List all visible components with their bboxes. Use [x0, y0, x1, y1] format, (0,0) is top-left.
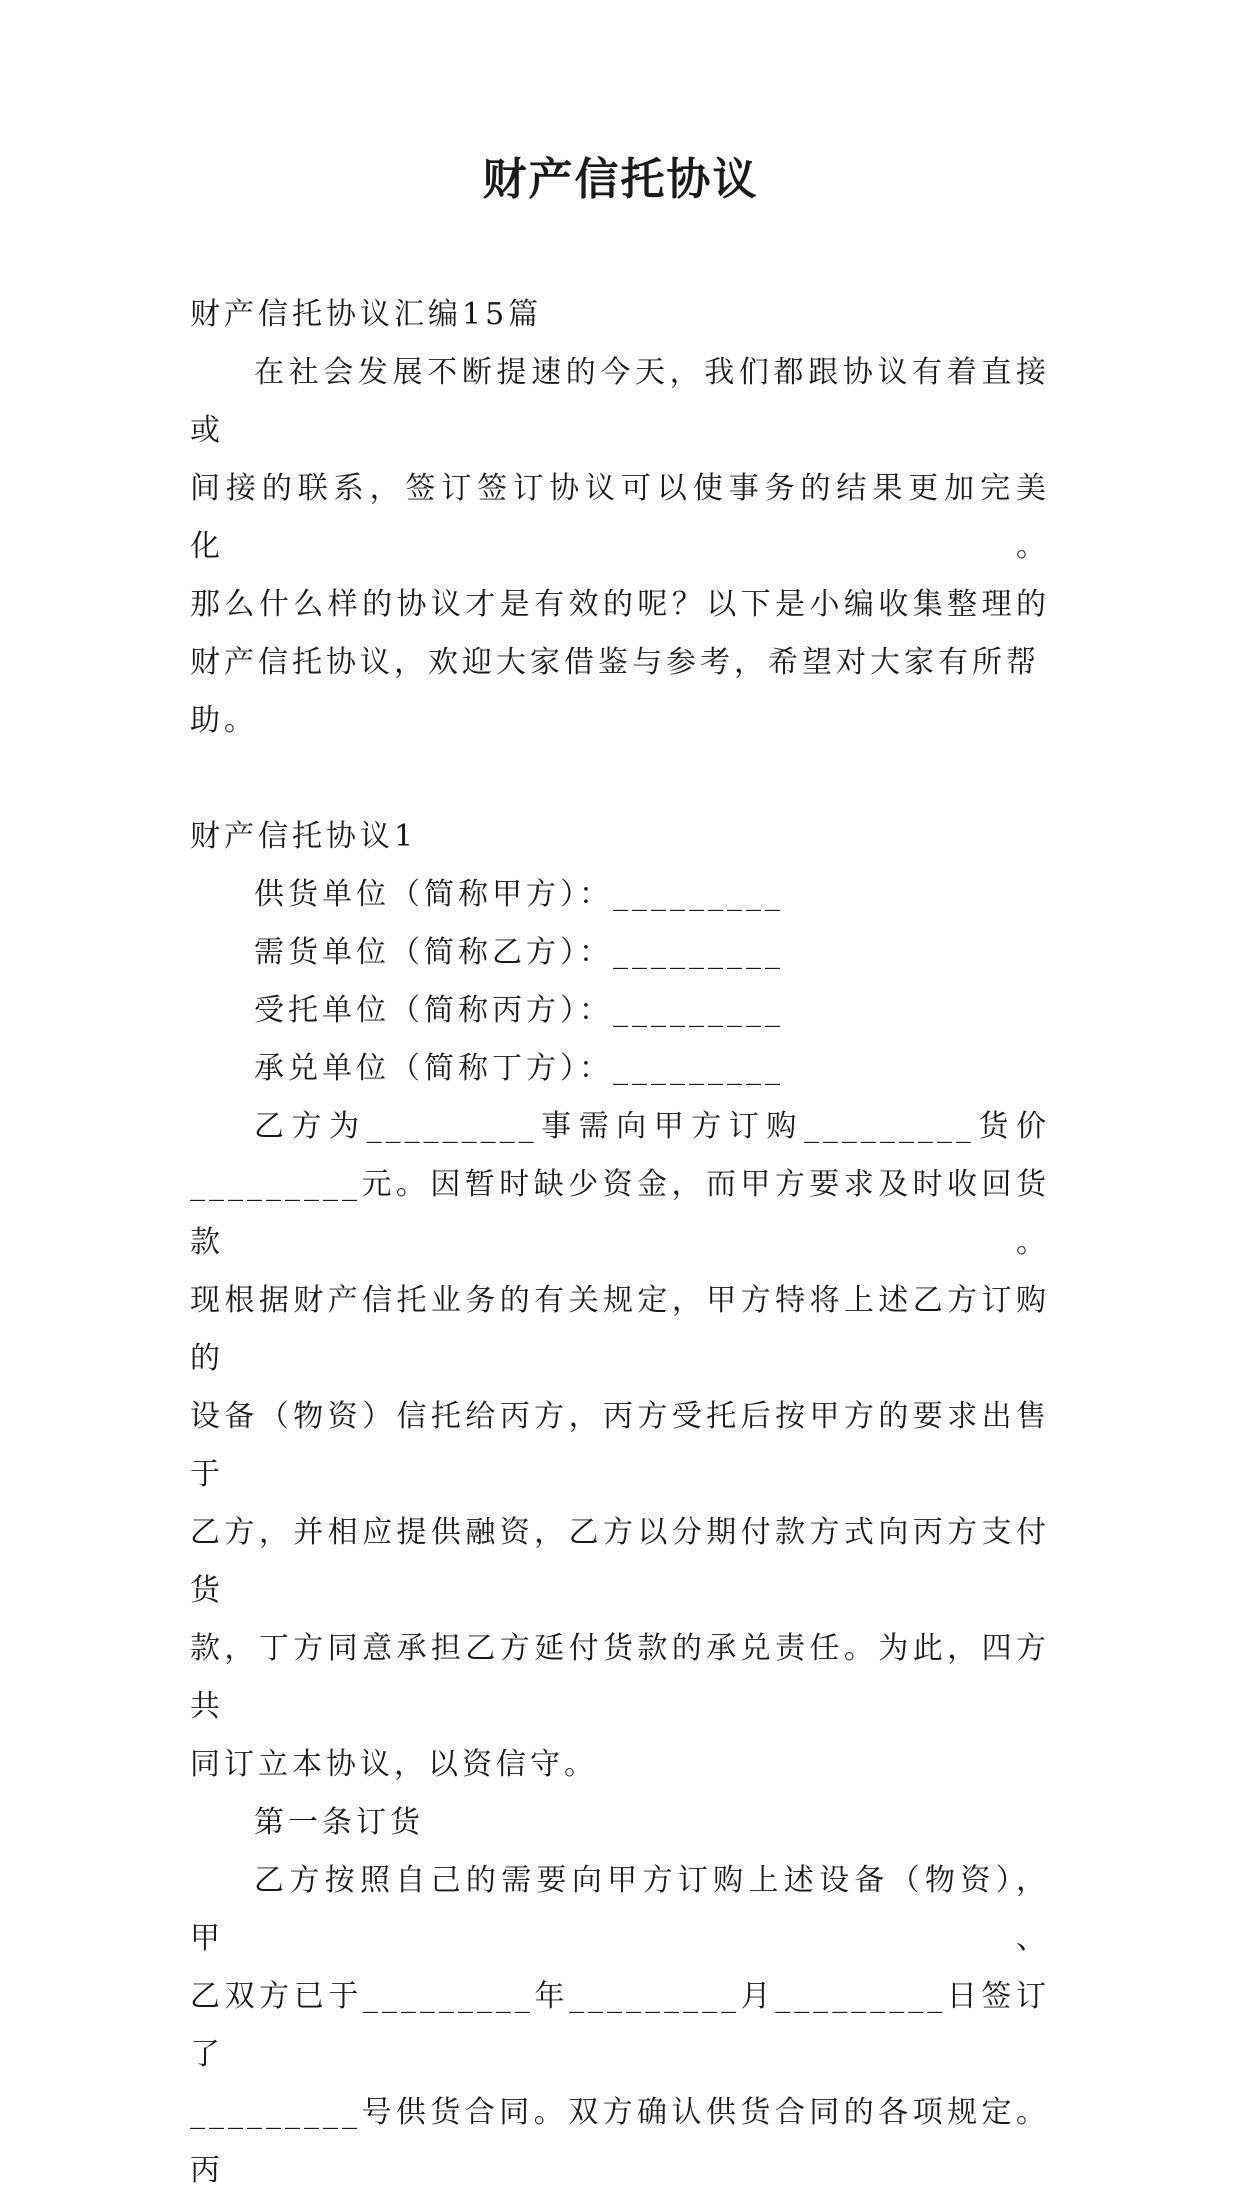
party-line: 受托单位（简称丙方）：_________ [254, 993, 784, 1028]
body-line: 乙方为_________事需向甲方订购_________货价 [254, 1109, 1050, 1144]
intro-line: 在社会发展不断提速的今天，我们都跟协议有着直接或 [190, 355, 1050, 448]
spacer [190, 750, 1050, 808]
collection-subtitle: 财产信托协议汇编15篇 [190, 297, 543, 332]
article-line: 乙方按照自己的需要向甲方订购上述设备（物资），甲、 [190, 1863, 1050, 1956]
document-body [190, 286, 1050, 2200]
body-line: 乙方，并相应提供融资，乙方以分期付款方式向丙方支付货 [190, 1515, 1050, 1608]
article-line: _________号供货合同。双方确认供货合同的各项规定。丙 [190, 2095, 1050, 2188]
body-line: _________元。因暂时缺少资金，而甲方要求及时收回货款。 [190, 1167, 1050, 1260]
intro-line: 财产信托协议，欢迎大家借鉴与参考，希望对大家有所帮助。 [190, 645, 1040, 738]
body-line: 现根据财产信托业务的有关规定，甲方特将上述乙方订购的 [190, 1283, 1050, 1376]
article-line: 乙双方已于_________年_________月_________日签订了 [190, 1979, 1050, 2072]
party-line: 需货单位（简称乙方）：_________ [254, 935, 784, 970]
intro-line: 那么什么样的协议才是有效的呢？以下是小编收集整理的 [190, 587, 1050, 622]
document-title: 财产信托协议 [482, 154, 759, 205]
intro-line: 间接的联系，签订签订协议可以使事务的结果更加完美化。 [190, 471, 1050, 564]
party-line: 供货单位（简称甲方）：_________ [254, 877, 784, 912]
party-line: 承兑单位（简称丁方）：_________ [254, 1051, 784, 1086]
body-line: 同订立本协议，以资信守。 [190, 1747, 598, 1782]
body-line: 设备（物资）信托给丙方，丙方受托后按甲方的要求出售于 [190, 1399, 1050, 1492]
body-line: 款，丁方同意承担乙方延付货款的承兑责任。为此，四方共 [190, 1631, 1050, 1724]
article-title: 第一条订货 [254, 1805, 424, 1840]
section-title: 财产信托协议1 [190, 819, 418, 854]
